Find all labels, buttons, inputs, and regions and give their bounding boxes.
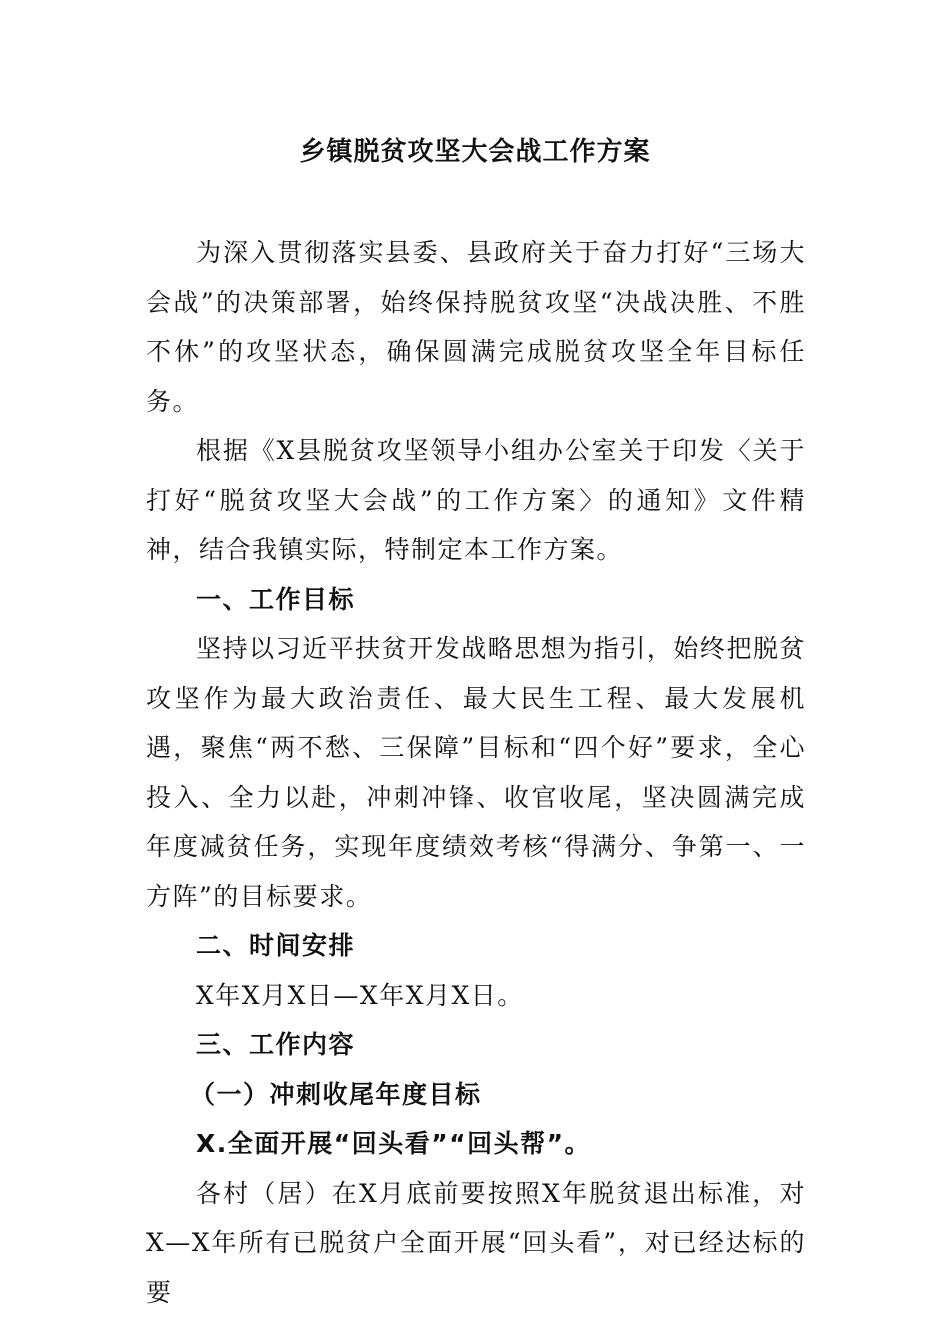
goals-paragraph: 坚持以习近平扶贫开发战略思想为指引，始终把脱贫攻坚作为最大政治责任、最大民生工程、最大发展机遇，聚焦“两不愁、三保障”目标和“四个好”要求，全心投入、全力以赴，冲刺冲锋、收官收尾，坚决圆满完成年度减贫任务，实现年度绩效考核“得满分、争第一、一方阵”的目标要求。 (146, 634, 806, 911)
section-heading-schedule: 二、时间安排 (196, 931, 356, 960)
section-heading-goals: 一、工作目标 (196, 584, 356, 614)
item-paragraph-1: 各村（居）在X月底前要按照X年脱贫退出标准，对X—X年所有已脱贫户全面开展“回头看”，对已经达标的要 (146, 1178, 806, 1307)
item-heading-1: X.全面开展“回头看”“回头帮”。 (196, 1129, 591, 1158)
document-body (146, 228, 806, 1317)
schedule-paragraph: X年X月X日—X年X月X日。 (196, 980, 524, 1010)
document-title: 乡镇脱贫攻坚大会战工作方案 (299, 137, 651, 167)
subsection-heading-1: （一）冲刺收尾年度目标 (190, 1079, 482, 1109)
basis-paragraph: 根据《X县脱贫攻坚领导小组办公室关于印发〈关于打好“脱贫攻坚大会战”的工作方案〉的通知》文件精神，结合我镇实际，特制定本工作方案。 (146, 436, 806, 564)
section-heading-content: 三、工作内容 (196, 1030, 356, 1059)
intro-paragraph: 为深入贯彻落实县委、县政府关于奋力打好“三场大会战”的决策部署，始终保持脱贫攻坚“决战决胜、不胜不休”的攻坚状态，确保圆满完成脱贫攻坚全年目标任务。 (146, 238, 806, 416)
